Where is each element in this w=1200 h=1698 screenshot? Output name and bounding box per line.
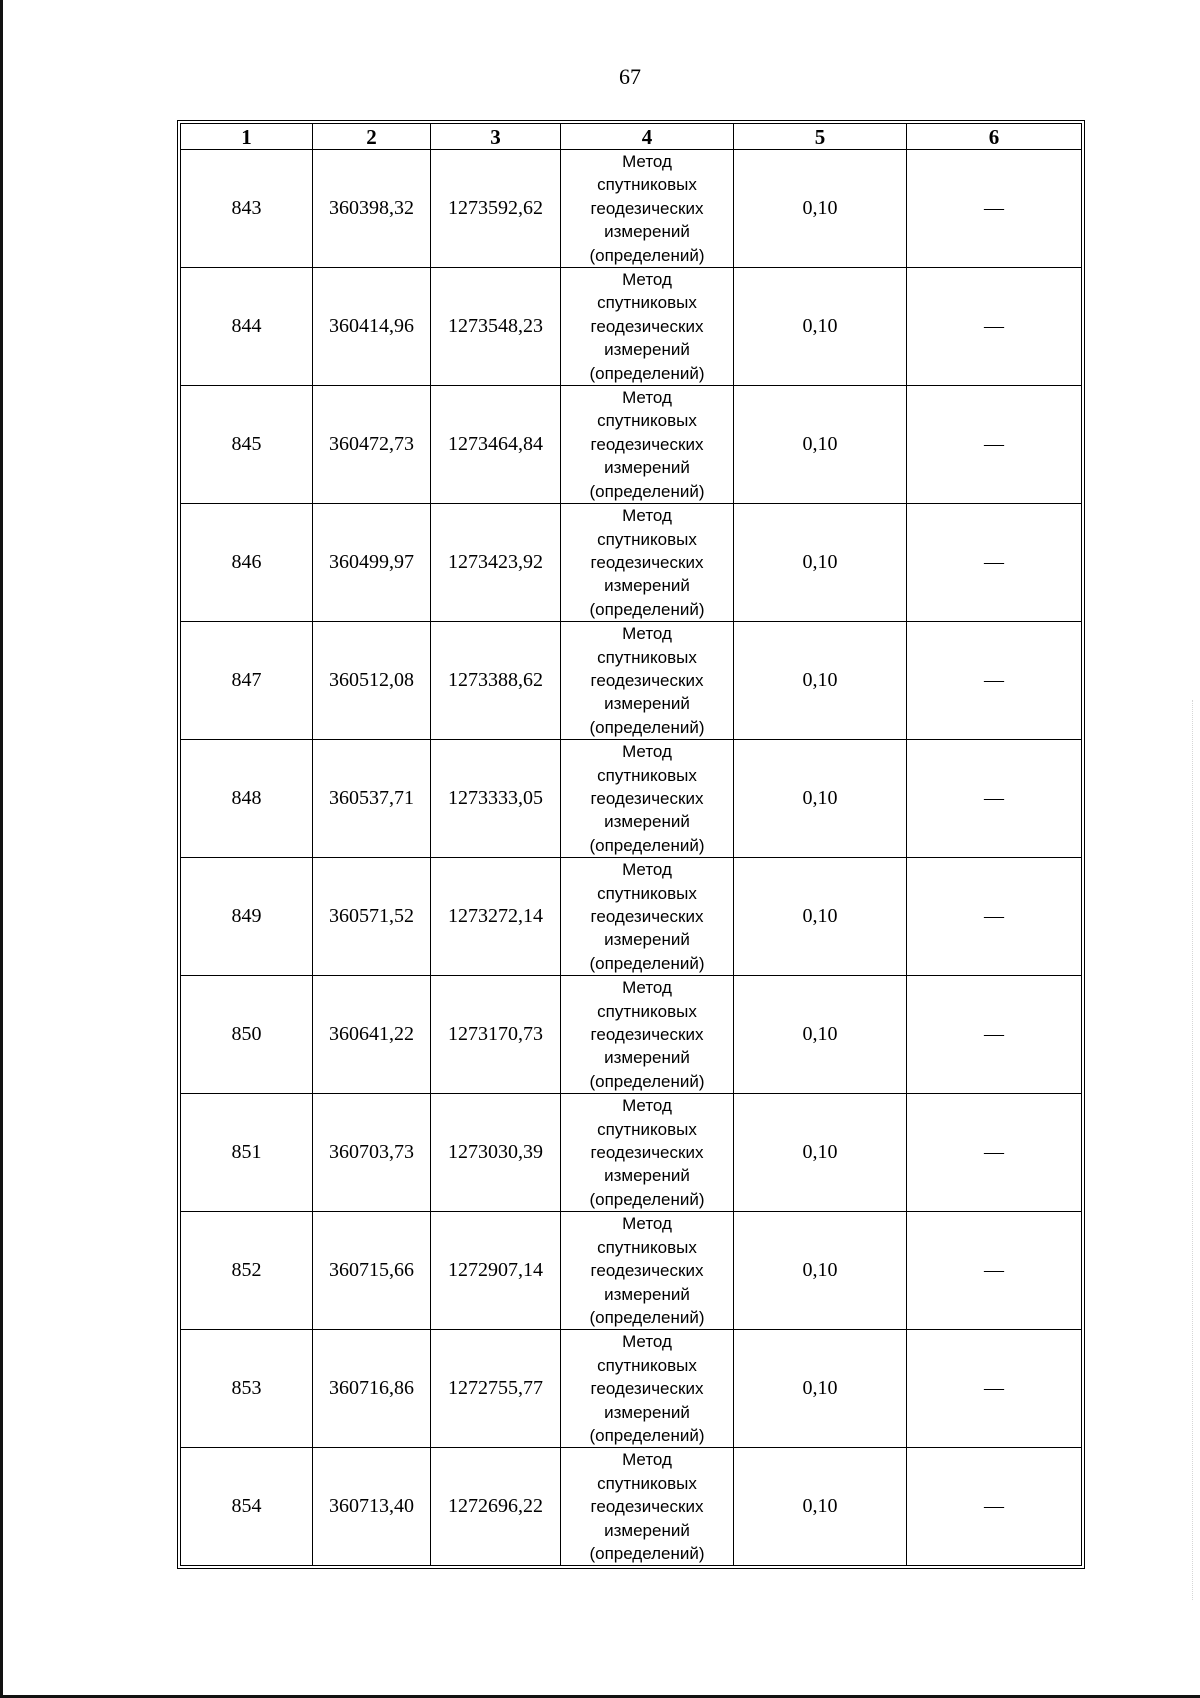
method-line: Метод <box>622 152 672 171</box>
note-cell: — <box>907 504 1082 622</box>
method-line: (определений) <box>589 835 705 855</box>
method-line: спутниковых <box>597 647 697 667</box>
note-cell: — <box>907 1330 1082 1448</box>
method-line: (определений) <box>589 1543 705 1563</box>
method-line: Метод <box>622 1096 672 1116</box>
accuracy-cell: 0,10 <box>734 976 907 1094</box>
y-coordinate-cell: 1273333,05 <box>431 740 561 858</box>
method-line: спутниковых <box>597 1001 697 1021</box>
method-cell <box>561 386 734 504</box>
method-line: спутниковых <box>597 411 697 431</box>
method-line: Метод <box>622 1450 672 1470</box>
method-line: спутниковых <box>597 883 697 903</box>
y-coordinate-cell: 1273592,62 <box>431 150 561 268</box>
note-cell: — <box>907 268 1082 386</box>
x-coordinate-cell: 360716,86 <box>313 1330 431 1448</box>
scan-edge-marks <box>1192 700 1194 1600</box>
point-number-cell: 854 <box>181 1448 313 1566</box>
accuracy-cell: 0,10 <box>734 268 907 386</box>
y-coordinate-cell: 1272696,22 <box>431 1448 561 1566</box>
y-coordinate-cell: 1272755,77 <box>431 1330 561 1448</box>
accuracy-cell: 0,10 <box>734 1094 907 1212</box>
point-number-cell: 853 <box>181 1330 313 1448</box>
point-number-cell: 843 <box>181 150 313 268</box>
table-row <box>181 976 1082 1094</box>
method-line: спутниковых <box>597 1355 697 1375</box>
y-coordinate-cell: 1273170,73 <box>431 976 561 1094</box>
point-number-cell: 847 <box>181 622 313 740</box>
coordinates-table-frame <box>177 120 1085 1569</box>
table-row <box>181 1212 1082 1330</box>
method-line: (определений) <box>589 953 705 973</box>
y-coordinate-cell: 1273464,84 <box>431 386 561 504</box>
x-coordinate-cell: 360472,73 <box>313 386 431 504</box>
x-coordinate-cell: 360713,40 <box>313 1448 431 1566</box>
note-cell: — <box>907 740 1082 858</box>
x-coordinate-cell: 360512,08 <box>313 622 431 740</box>
method-line: измерений <box>604 1166 690 1186</box>
x-coordinate-cell: 360641,22 <box>313 976 431 1094</box>
method-line: спутниковых <box>597 765 697 785</box>
method-line: измерений <box>604 1284 690 1304</box>
method-line: геодезических <box>590 788 704 808</box>
point-number-cell: 849 <box>181 858 313 976</box>
table-row <box>181 1330 1082 1448</box>
method-line: Метод <box>622 388 672 408</box>
method-line: измерений <box>604 222 690 242</box>
method-line: геодезических <box>590 1261 704 1281</box>
header-col-6: 6 <box>907 124 1082 150</box>
method-line: измерений <box>604 340 690 360</box>
method-line: (определений) <box>589 245 705 265</box>
method-line: измерений <box>604 930 690 950</box>
method-line: геодезических <box>590 1143 704 1163</box>
method-cell <box>561 1330 734 1448</box>
header-col-4: 4 <box>561 124 734 150</box>
accuracy-cell: 0,10 <box>734 504 907 622</box>
method-line: геодезических <box>590 1379 704 1399</box>
method-line: Метод <box>622 742 672 762</box>
method-line: (определений) <box>589 1425 705 1445</box>
point-number-cell: 851 <box>181 1094 313 1212</box>
page-number: 67 <box>619 64 641 89</box>
x-coordinate-cell: 360414,96 <box>313 268 431 386</box>
method-line: спутниковых <box>597 529 697 549</box>
method-line: Метод <box>622 978 672 998</box>
point-number-cell: 844 <box>181 268 313 386</box>
method-line: геодезических <box>590 1025 704 1045</box>
accuracy-cell: 0,10 <box>734 740 907 858</box>
table-row <box>181 504 1082 622</box>
accuracy-cell: 0,10 <box>734 858 907 976</box>
method-cell <box>561 504 734 622</box>
method-cell <box>561 858 734 976</box>
accuracy-cell: 0,10 <box>734 1448 907 1566</box>
accuracy-cell: 0,10 <box>734 150 907 268</box>
method-line: (определений) <box>589 363 705 383</box>
table-row <box>181 858 1082 976</box>
method-line: (определений) <box>589 599 705 619</box>
method-line: Метод <box>622 1214 672 1234</box>
method-line: (определений) <box>589 481 705 501</box>
note-cell: — <box>907 386 1082 504</box>
method-line: (определений) <box>589 1189 705 1209</box>
table-body <box>181 150 1082 1566</box>
method-line: (определений) <box>589 1071 705 1091</box>
y-coordinate-cell: 1273548,23 <box>431 268 561 386</box>
method-cell <box>561 268 734 386</box>
x-coordinate-cell: 360571,52 <box>313 858 431 976</box>
x-coordinate-cell: 360537,71 <box>313 740 431 858</box>
method-line: геодезических <box>590 316 704 336</box>
method-line: измерений <box>604 1048 690 1068</box>
point-number-cell: 846 <box>181 504 313 622</box>
table-row <box>181 740 1082 858</box>
method-line: геодезических <box>590 198 704 218</box>
header-col-5: 5 <box>734 124 907 150</box>
method-line: геодезических <box>590 434 704 454</box>
method-cell <box>561 1448 734 1566</box>
x-coordinate-cell: 360715,66 <box>313 1212 431 1330</box>
table-row <box>181 1094 1082 1212</box>
note-cell: — <box>907 1212 1082 1330</box>
accuracy-cell: 0,10 <box>734 1212 907 1330</box>
table-header-row <box>181 124 1082 150</box>
method-line: Метод <box>622 506 672 526</box>
method-cell <box>561 1094 734 1212</box>
x-coordinate-cell: 360703,73 <box>313 1094 431 1212</box>
y-coordinate-cell: 1273272,14 <box>431 858 561 976</box>
note-cell: — <box>907 1448 1082 1566</box>
table-row <box>181 268 1082 386</box>
method-line: спутниковых <box>597 175 697 195</box>
method-cell <box>561 150 734 268</box>
point-number-cell: 848 <box>181 740 313 858</box>
method-line: спутниковых <box>597 1237 697 1257</box>
accuracy-cell: 0,10 <box>734 622 907 740</box>
table-row <box>181 622 1082 740</box>
method-line: измерений <box>604 812 690 832</box>
accuracy-cell: 0,10 <box>734 1330 907 1448</box>
method-cell <box>561 1212 734 1330</box>
method-cell <box>561 622 734 740</box>
note-cell: — <box>907 150 1082 268</box>
method-line: спутниковых <box>597 1473 697 1493</box>
accuracy-cell: 0,10 <box>734 386 907 504</box>
method-line: Метод <box>622 860 672 880</box>
table-row <box>181 386 1082 504</box>
method-line: геодезических <box>590 552 704 572</box>
method-line: геодезических <box>590 1497 704 1517</box>
method-cell <box>561 976 734 1094</box>
y-coordinate-cell: 1273423,92 <box>431 504 561 622</box>
x-coordinate-cell: 360499,97 <box>313 504 431 622</box>
header-col-3: 3 <box>431 124 561 150</box>
method-cell <box>561 740 734 858</box>
header-col-1: 1 <box>181 124 313 150</box>
note-cell: — <box>907 1094 1082 1212</box>
table-row <box>181 150 1082 268</box>
note-cell: — <box>907 976 1082 1094</box>
y-coordinate-cell: 1273388,62 <box>431 622 561 740</box>
method-line: (определений) <box>589 1307 705 1327</box>
point-number-cell: 850 <box>181 976 313 1094</box>
point-number-cell: 852 <box>181 1212 313 1330</box>
method-line: геодезических <box>590 670 704 690</box>
y-coordinate-cell: 1273030,39 <box>431 1094 561 1212</box>
y-coordinate-cell: 1272907,14 <box>431 1212 561 1330</box>
note-cell: — <box>907 622 1082 740</box>
method-line: спутниковых <box>597 293 697 313</box>
method-line: измерений <box>604 1402 690 1422</box>
method-line: геодезических <box>590 907 704 926</box>
method-line: (определений) <box>589 717 705 737</box>
method-line: измерений <box>604 458 690 478</box>
coordinates-table <box>180 123 1082 1566</box>
method-line: измерений <box>604 1520 690 1540</box>
table-row <box>181 1448 1082 1566</box>
method-line: Метод <box>622 624 672 644</box>
method-line: измерений <box>604 576 690 596</box>
x-coordinate-cell: 360398,32 <box>313 150 431 268</box>
method-line: Метод <box>622 1332 672 1352</box>
method-line: измерений <box>604 694 690 714</box>
point-number-cell: 845 <box>181 386 313 504</box>
note-cell: — <box>907 858 1082 976</box>
header-col-2: 2 <box>313 124 431 150</box>
method-line: спутниковых <box>597 1119 697 1139</box>
method-line: Метод <box>622 270 672 290</box>
